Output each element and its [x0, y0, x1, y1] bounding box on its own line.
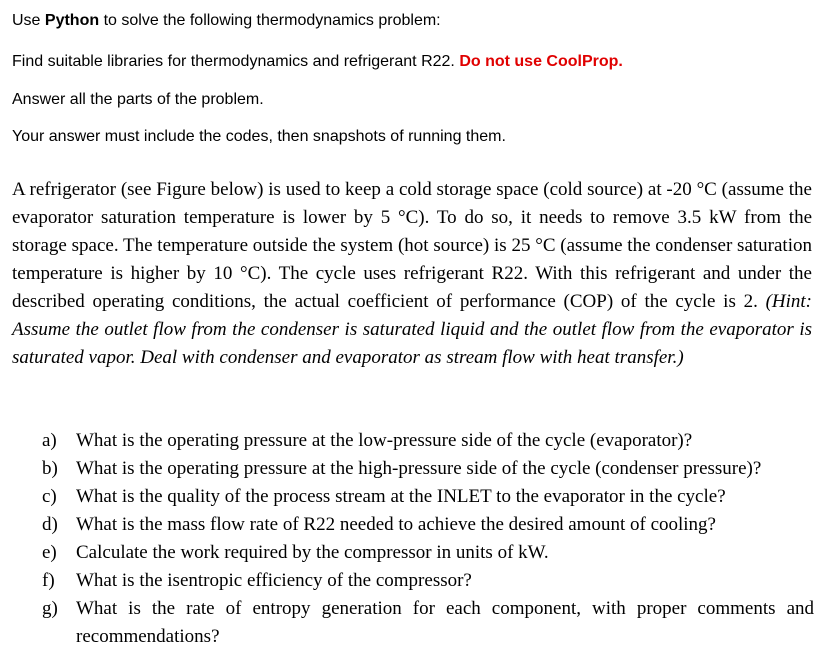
instruction-no-coolprop: Do not use CoolProp. — [459, 53, 623, 70]
instruction-libraries-text: Find suitable libraries for thermodynamics and refrigerant R22. — [12, 53, 460, 70]
question-marker: g) — [42, 598, 58, 619]
question-item — [36, 427, 814, 455]
question-marker: a) — [42, 430, 57, 451]
problem-statement — [12, 176, 812, 372]
instruction-python — [12, 12, 441, 30]
question-marker: f) — [42, 570, 55, 591]
question-marker: d) — [42, 514, 58, 535]
question-text: What is the quality of the process stream at the INLET to the evaporator in the cycle? — [76, 486, 726, 507]
question-item — [36, 455, 814, 483]
instruction-include-code: Your answer must include the codes, then snapshots of running them. — [12, 128, 506, 145]
instruction-python-post: to solve the following thermodynamics problem: — [99, 12, 441, 29]
question-marker: e) — [42, 542, 57, 563]
instruction-answer-all: Answer all the parts of the problem. — [12, 91, 264, 108]
instruction-python-pre: Use — [12, 12, 45, 29]
question-item — [36, 595, 814, 651]
question-text: What is the mass flow rate of R22 needed to achieve the desired amount of cooling? — [76, 514, 716, 535]
question-marker: c) — [42, 486, 57, 507]
question-list — [36, 427, 814, 651]
question-text: Calculate the work required by the compressor in units of kW. — [76, 542, 549, 563]
problem-text: A refrigerator (see Figure below) is used to keep a cold storage space (cold source) at -20 °C (assume the evaporator saturation temperature is lower by 5 °C). To do so, it needs to remove 3.5 kW from the storage space. The temperature outside the system (hot source) is 25 °C (assume the condenser saturation temperature is higher by 10 °C). The cycle uses refrigerant R22. With this refrigerant and under the described operating conditions, the actual coefficient of performance (COP) of the cycle is 2. — [12, 179, 812, 312]
question-item — [36, 567, 814, 595]
instruction-libraries — [12, 53, 623, 71]
question-text: What is the operating pressure at the low-pressure side of the cycle (evaporator)? — [76, 430, 693, 451]
question-text: What is the rate of entropy generation for each component, with proper comments and recommendations? — [76, 598, 814, 647]
question-item — [36, 483, 814, 511]
question-text: What is the operating pressure at the high-pressure side of the cycle (condenser pressure)? — [76, 458, 762, 479]
question-text: What is the isentropic efficiency of the compressor? — [76, 570, 472, 591]
question-item — [36, 539, 814, 567]
problem-hint: (Hint: Assume the outlet flow from the condenser is saturated liquid and the outlet flow from the evaporator is saturated vapor. Deal with condenser and evaporator as stream flow with heat transfer.) — [12, 291, 812, 368]
instruction-python-bold: Python — [44, 12, 100, 29]
question-marker: b) — [42, 458, 58, 479]
question-item — [36, 511, 814, 539]
